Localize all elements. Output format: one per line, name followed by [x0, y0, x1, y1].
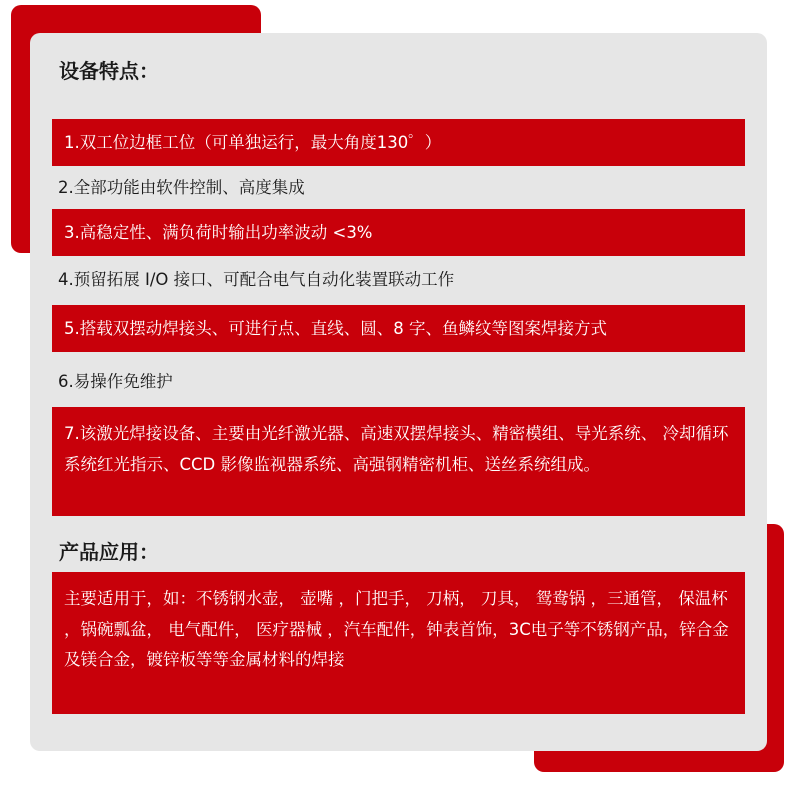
feature-item-1: 1.双工位边框工位（可单独运行，最大角度130゜） [52, 119, 745, 166]
feature-item-6: 6.易操作免维护 [58, 372, 173, 391]
feature-item-7: 7.该激光焊接设备、主要由光纤激光器、高速双摆焊接头、精密模组、导光系统、 冷却循环系统红光指示、CCD 影像监视器系统、高强钢精密机柜、送丝系统组成。 [52, 407, 745, 516]
feature-item-3: 3.高稳定性、满负荷时输出功率波动 <3% [52, 209, 745, 256]
feature-item-2: 2.全部功能由软件控制、高度集成 [58, 178, 305, 197]
feature-item-4: 4.预留拓展 I/O 接口、可配合电气自动化装置联动工作 [58, 270, 455, 289]
applications-text: 主要适用于，如：不锈钢水壶， 壶嘴 ，门把手， 刀柄， 刀具， 鸳鸯锅 ，三通管， 保温杯 ，锅碗瓢盆， 电气配件， 医疗器械 ，汽车配件，钟表首饰，3C电子等不锈钢产品，锌合金及镁合金，镀锌板等等金属材料的焊接 [52, 572, 745, 714]
features-heading: 设备特点： [59, 59, 159, 83]
content-card [30, 33, 767, 751]
feature-item-5: 5.搭载双摆动焊接头、可进行点、直线、圆、8 字、鱼鳞纹等图案焊接方式 [52, 305, 745, 352]
applications-heading: 产品应用： [59, 540, 159, 564]
